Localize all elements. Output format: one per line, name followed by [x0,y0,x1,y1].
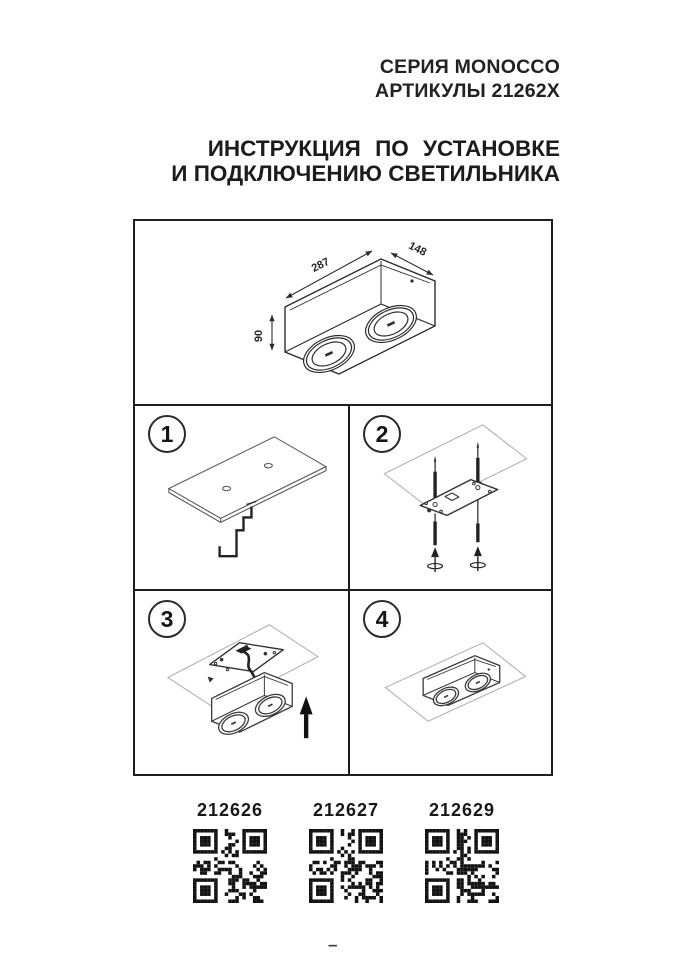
step-number-badge [363,600,401,638]
step-number: 4 [375,605,389,632]
article-number: 212626 [196,800,264,820]
diagram-grid [133,219,553,776]
series-title: СЕРИЯ MONOCCO [379,56,560,78]
dimension-height-label: 90 [253,329,265,343]
qr-item [185,800,275,908]
page-mark: – [328,935,338,954]
articles-line: АРТИКУЛЫ 21262X [375,80,560,102]
qr-item [417,800,507,908]
instruction-title-line1: ИНСТРУКЦИЯ ПО УСТАНОВКЕ [207,136,560,161]
qr-section [185,800,507,908]
step-number: 3 [160,605,174,632]
step-number: 2 [375,420,389,447]
header [171,55,560,186]
dimensions-panel [135,221,551,406]
anchors [428,546,486,572]
article-number: 212627 [312,800,380,820]
instruction-title [171,136,560,186]
qr-code [309,829,383,903]
step-number-badge [363,415,401,453]
qr-code [425,829,499,903]
step-panel-1 [135,406,350,589]
instruction-title-line2: И ПОДКЛЮЧЕНИЮ СВЕТИЛЬНИКА [171,161,560,186]
qr-item [301,800,391,908]
qr-code [193,829,267,903]
step-number: 1 [160,420,174,447]
screw-dot [488,668,490,670]
ceiling-panel [169,437,326,523]
step-panel-3 [135,591,350,774]
dimension-length-label: 287 [309,255,332,275]
step-panel-2 [350,406,551,589]
step-number-badge [148,415,186,453]
step-number-badge [148,600,186,638]
step-panel-4 [350,591,551,774]
up-arrow [300,696,313,738]
dimension-width-label: 148 [406,239,429,259]
fixture-dimensions-drawing [135,221,551,404]
screw-dot [410,279,413,282]
article-number: 212629 [428,800,496,820]
